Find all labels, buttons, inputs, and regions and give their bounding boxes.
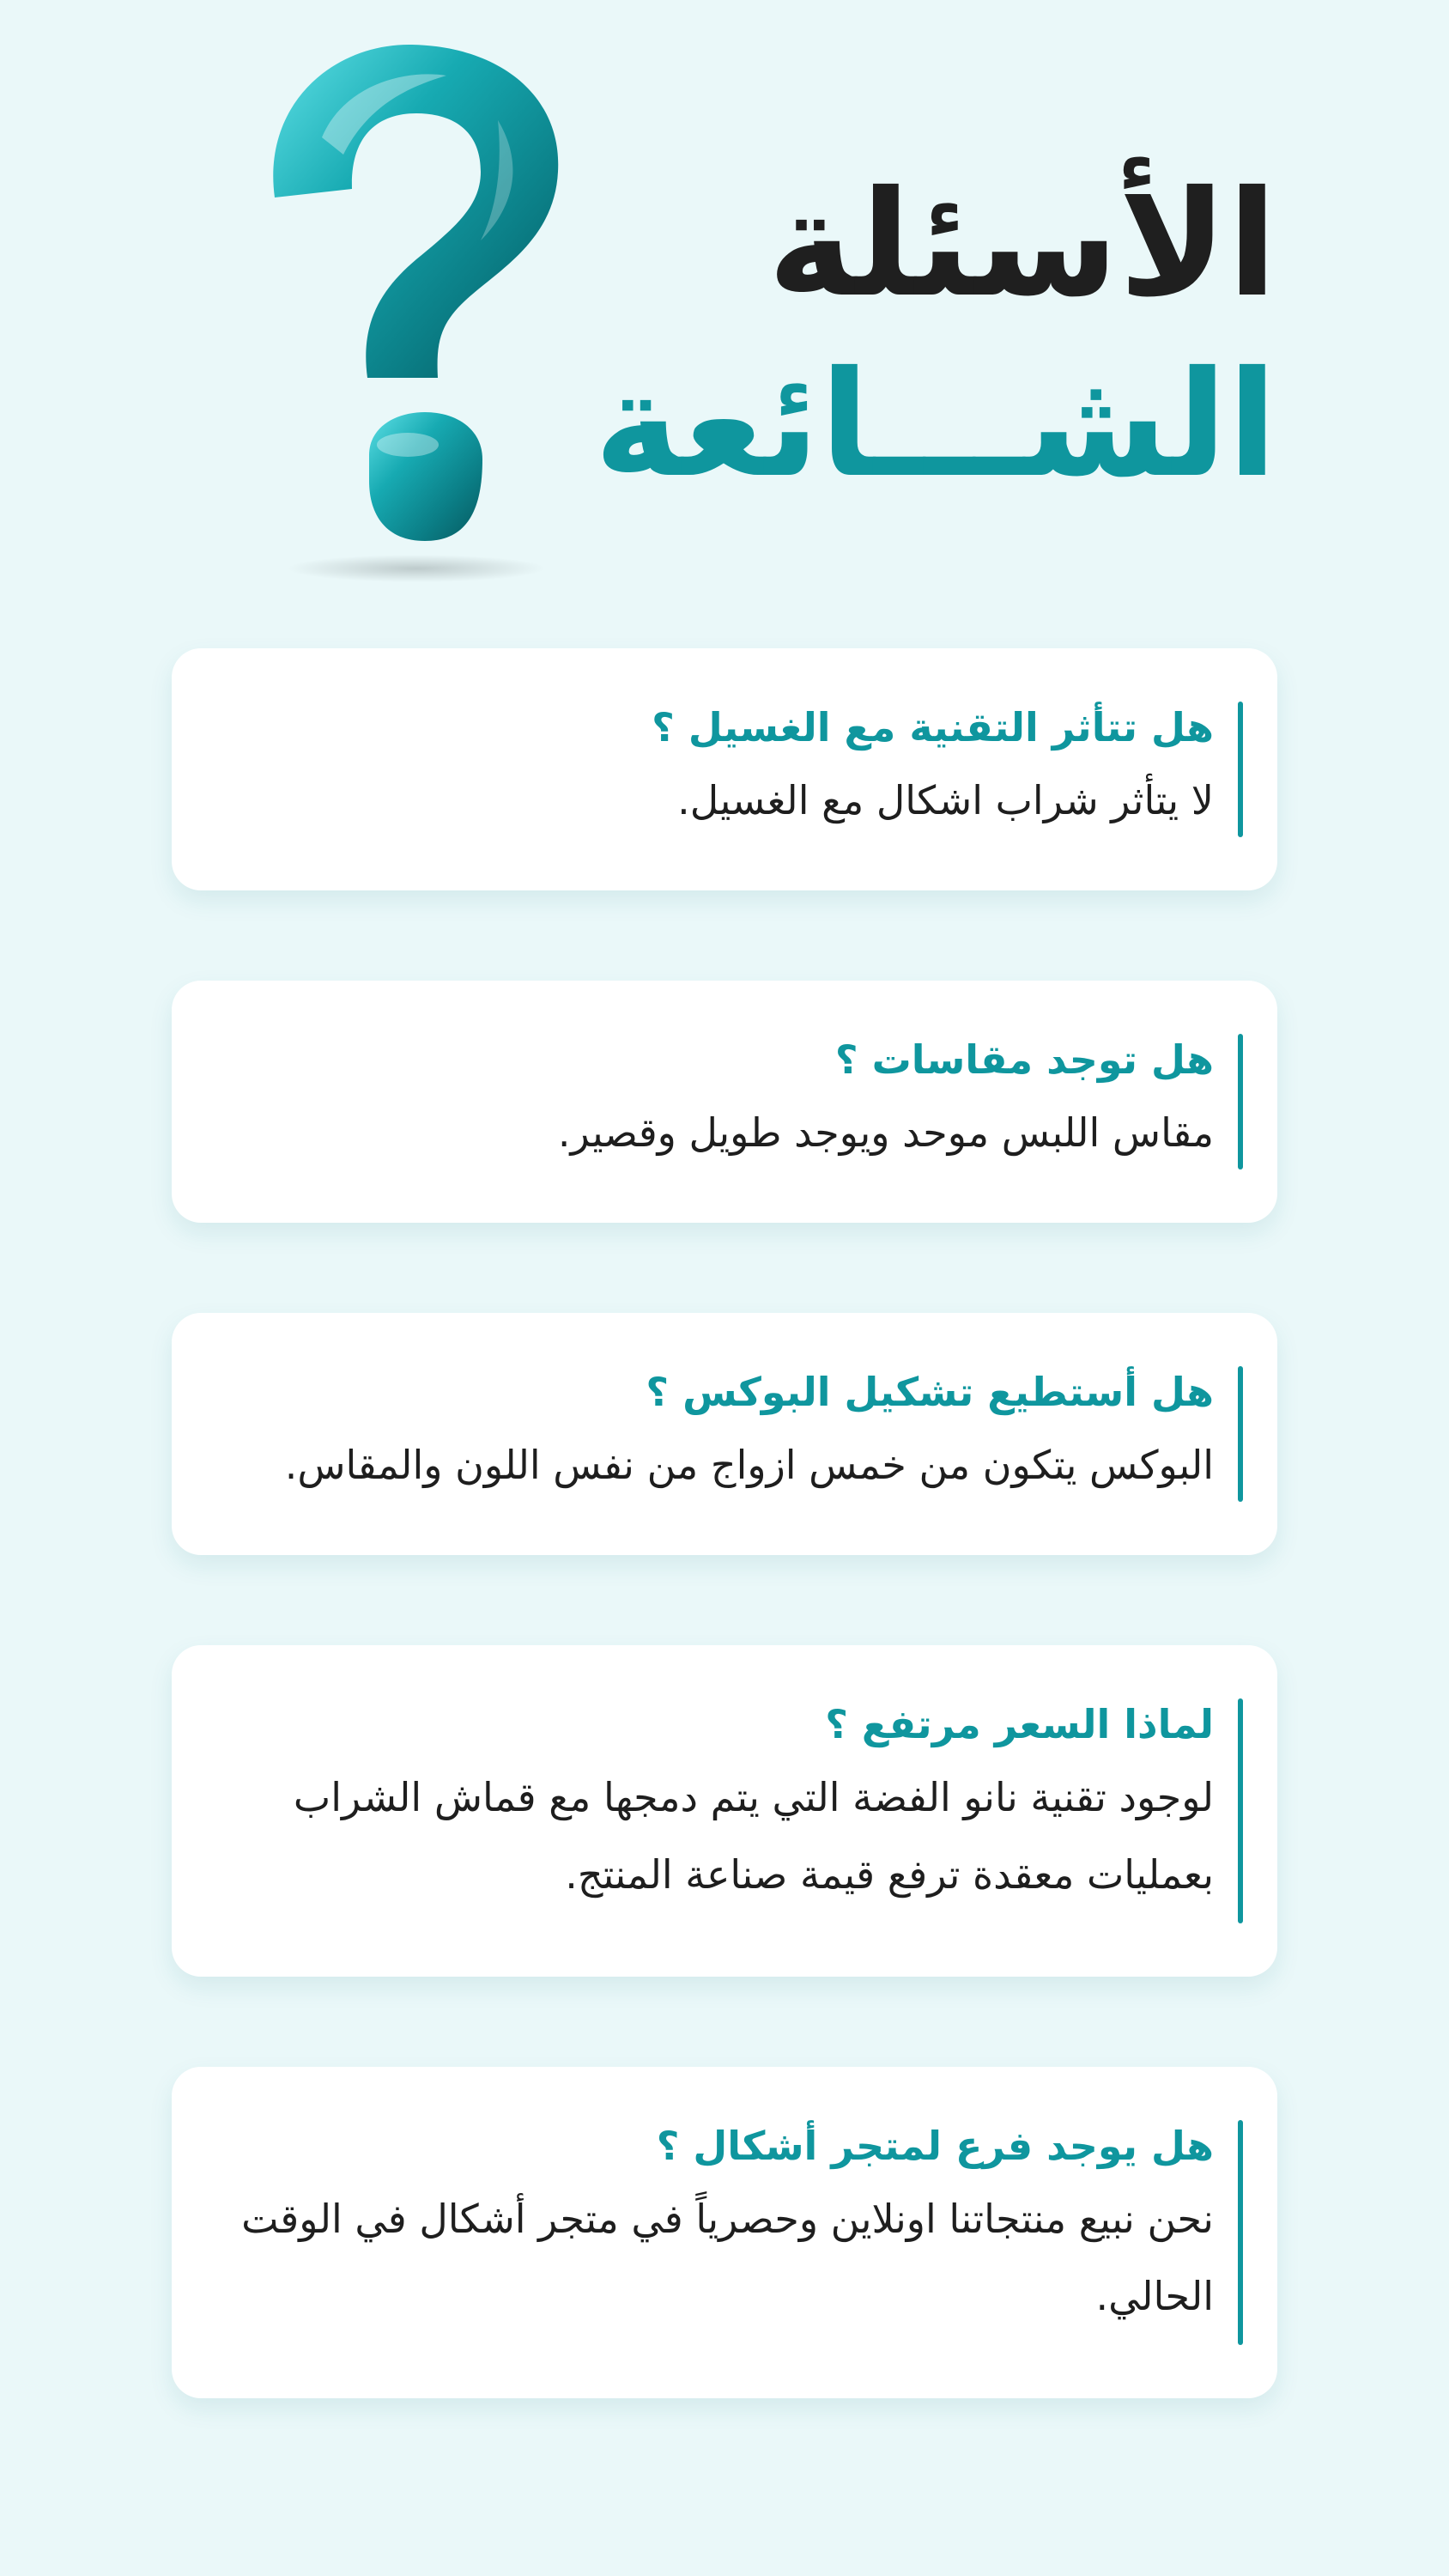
faq-card: [172, 2067, 1277, 2398]
question-mark-icon: [240, 34, 567, 584]
faq-question: هل تتأثر التقنية مع الغسيل ؟: [652, 704, 1214, 750]
faq-answer: لا يتأثر شراب اشكال مع الغسيل.: [677, 777, 1214, 823]
faq-question: هل يوجد فرع لمتجر أشكال ؟: [656, 2123, 1214, 2169]
faq-answer: البوكس يتكون من خمس ازواج من نفس اللون والمقاس.: [284, 1442, 1214, 1488]
faq-answer: مقاس اللبس موحد ويوجد طويل وقصير.: [557, 1109, 1214, 1156]
faq-question: لماذا السعر مرتفع ؟: [825, 1701, 1214, 1747]
title-line-1: الأسئلة: [767, 160, 1277, 330]
faq-question: هل أستطيع تشكيل البوكس ؟: [646, 1369, 1214, 1415]
faq-card: [172, 981, 1277, 1223]
faq-answer: نحن نبيع منتجاتنا اونلاين وحصرياً في متجر أشكال في الوقت الحالي.: [241, 2196, 1214, 2319]
faq-card: [172, 1313, 1277, 1555]
faq-question: هل توجد مقاسات ؟: [834, 1036, 1214, 1083]
faq-header: [0, 0, 1449, 618]
faq-card: [172, 648, 1277, 890]
faq-card: [172, 1645, 1277, 1977]
title-line-2: الشـــائعة: [593, 340, 1277, 510]
page-title: [594, 159, 1277, 519]
faq-answer: لوجود تقنية نانو الفضة التي يتم دمجها مع قماش الشراب بعمليات معقدة ترفع قيمة صناعة المنتج.: [293, 1774, 1214, 1898]
